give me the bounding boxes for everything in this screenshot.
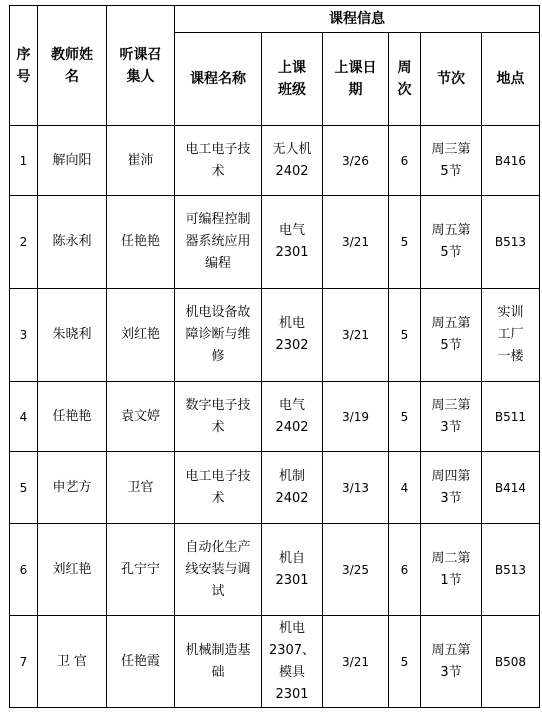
cell-date: 3/25 bbox=[323, 524, 389, 616]
cell-course-name: 自动化生产线安装与调试 bbox=[175, 524, 262, 616]
cell-class: 无人机2402 bbox=[262, 126, 323, 196]
cell-location: B513 bbox=[482, 524, 540, 616]
cell-teacher: 申艺方 bbox=[38, 452, 107, 524]
cell-class: 电气2402 bbox=[262, 382, 323, 452]
cell-seq: 3 bbox=[10, 289, 38, 382]
cell-location: B508 bbox=[482, 616, 540, 708]
header-convener: 听课召集人 bbox=[107, 6, 175, 126]
cell-convener: 崔沛 bbox=[107, 126, 175, 196]
cell-seq: 1 bbox=[10, 126, 38, 196]
cell-course-name: 机电设备故障诊断与维修 bbox=[175, 289, 262, 382]
header-course-info: 课程信息 bbox=[175, 6, 540, 33]
cell-course-name: 机械制造基础 bbox=[175, 616, 262, 708]
cell-convener: 刘红艳 bbox=[107, 289, 175, 382]
cell-location: B513 bbox=[482, 196, 540, 289]
cell-location: B414 bbox=[482, 452, 540, 524]
cell-period: 周二第1节 bbox=[421, 524, 482, 616]
cell-convener: 任艳艳 bbox=[107, 196, 175, 289]
cell-location: B511 bbox=[482, 382, 540, 452]
table-row bbox=[10, 126, 540, 196]
cell-date: 3/26 bbox=[323, 126, 389, 196]
cell-seq: 6 bbox=[10, 524, 38, 616]
cell-period: 周三第3节 bbox=[421, 382, 482, 452]
cell-week: 6 bbox=[389, 126, 421, 196]
cell-week: 5 bbox=[389, 382, 421, 452]
cell-course-name: 数字电子技术 bbox=[175, 382, 262, 452]
cell-teacher: 刘红艳 bbox=[38, 524, 107, 616]
cell-teacher: 解向阳 bbox=[38, 126, 107, 196]
cell-class: 机制2402 bbox=[262, 452, 323, 524]
cell-seq: 2 bbox=[10, 196, 38, 289]
table-row bbox=[10, 382, 540, 452]
table-row bbox=[10, 616, 540, 708]
cell-location: 实训工厂一楼 bbox=[482, 289, 540, 382]
cell-convener: 任艳霞 bbox=[107, 616, 175, 708]
cell-teacher: 朱晓利 bbox=[38, 289, 107, 382]
cell-period: 周五第3节 bbox=[421, 616, 482, 708]
cell-period: 周三第5节 bbox=[421, 126, 482, 196]
cell-convener: 孔宁宁 bbox=[107, 524, 175, 616]
cell-week: 5 bbox=[389, 196, 421, 289]
cell-course-name: 电工电子技术 bbox=[175, 126, 262, 196]
cell-date: 3/21 bbox=[323, 616, 389, 708]
header-seq: 序号 bbox=[10, 6, 38, 126]
header-class: 上课班级 bbox=[262, 33, 323, 126]
cell-course-name: 电工电子技术 bbox=[175, 452, 262, 524]
header-course-name: 课程名称 bbox=[175, 33, 262, 126]
cell-class: 机电2307、模具2301 bbox=[262, 616, 323, 708]
header-period: 节次 bbox=[421, 33, 482, 126]
header-week: 周次 bbox=[389, 33, 421, 126]
cell-teacher: 卫 官 bbox=[38, 616, 107, 708]
schedule-table bbox=[9, 5, 540, 708]
header-location: 地点 bbox=[482, 33, 540, 126]
table-row bbox=[10, 524, 540, 616]
table-row bbox=[10, 452, 540, 524]
cell-location: B416 bbox=[482, 126, 540, 196]
table-row bbox=[10, 289, 540, 382]
cell-class: 机电2302 bbox=[262, 289, 323, 382]
header-teacher: 教师姓名 bbox=[38, 6, 107, 126]
cell-class: 电气2301 bbox=[262, 196, 323, 289]
cell-course-name: 可编程控制器系统应用编程 bbox=[175, 196, 262, 289]
table-row bbox=[10, 196, 540, 289]
cell-period: 周四第3节 bbox=[421, 452, 482, 524]
cell-date: 3/13 bbox=[323, 452, 389, 524]
cell-period: 周五第5节 bbox=[421, 196, 482, 289]
cell-period: 周五第5节 bbox=[421, 289, 482, 382]
cell-convener: 袁文婷 bbox=[107, 382, 175, 452]
cell-seq: 5 bbox=[10, 452, 38, 524]
cell-week: 5 bbox=[389, 616, 421, 708]
cell-week: 4 bbox=[389, 452, 421, 524]
cell-date: 3/21 bbox=[323, 196, 389, 289]
cell-date: 3/21 bbox=[323, 289, 389, 382]
cell-week: 5 bbox=[389, 289, 421, 382]
cell-convener: 卫官 bbox=[107, 452, 175, 524]
header-date: 上课日期 bbox=[323, 33, 389, 126]
cell-seq: 7 bbox=[10, 616, 38, 708]
cell-seq: 4 bbox=[10, 382, 38, 452]
cell-week: 6 bbox=[389, 524, 421, 616]
cell-class: 机自2301 bbox=[262, 524, 323, 616]
cell-teacher: 陈永利 bbox=[38, 196, 107, 289]
cell-date: 3/19 bbox=[323, 382, 389, 452]
cell-teacher: 任艳艳 bbox=[38, 382, 107, 452]
